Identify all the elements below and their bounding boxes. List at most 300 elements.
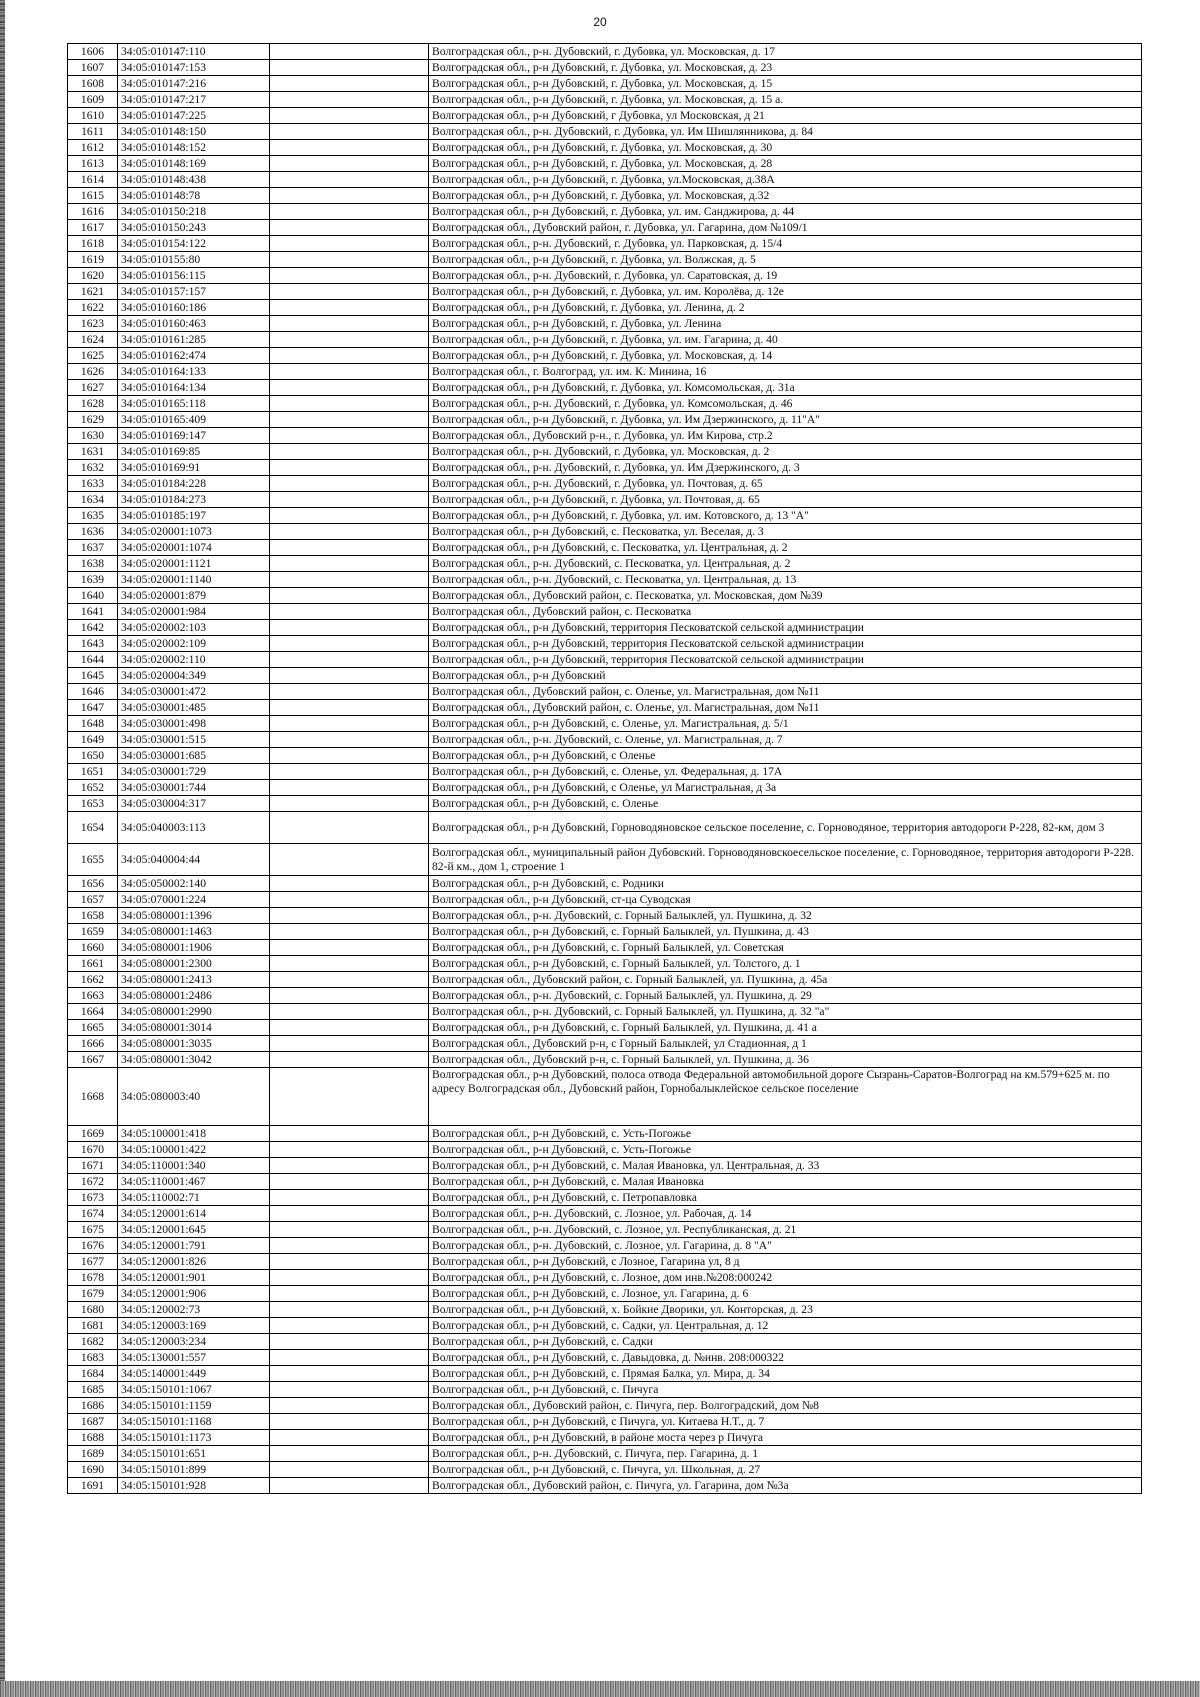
empty-cell: [270, 204, 429, 220]
cadastral-number-cell: 34:05:010169:147: [118, 428, 270, 444]
cadastral-number-cell: 34:05:120001:906: [118, 1286, 270, 1302]
table-row: [68, 204, 1142, 220]
cadastral-number-cell: 34:05:010165:118: [118, 396, 270, 412]
table-row: [68, 700, 1142, 716]
cadastral-number-cell: 34:05:010148:78: [118, 188, 270, 204]
table-row: [68, 172, 1142, 188]
row-number-cell: 1626: [68, 364, 118, 380]
table-row: [68, 76, 1142, 92]
address-cell: Волгоградская обл., р-н. Дубовский, г. Дубовка, ул. Парковская, д. 15/4: [429, 236, 1142, 252]
table-row: [68, 348, 1142, 364]
empty-cell: [270, 636, 429, 652]
address-cell: Волгоградская обл., р-н. Дубовский, г. Дубовка, ул. Комсомольская, д. 46: [429, 396, 1142, 412]
cadastral-number-cell: 34:05:150101:1067: [118, 1382, 270, 1398]
cadastral-number-cell: 34:05:110002:71: [118, 1190, 270, 1206]
row-number-cell: 1622: [68, 300, 118, 316]
registry-table-body: [68, 44, 1142, 1494]
empty-cell: [270, 556, 429, 572]
address-cell: Волгоградская обл., р-н Дубовский, с. Оленье, ул. Магистральная, д. 5/1: [429, 716, 1142, 732]
row-number-cell: 1686: [68, 1398, 118, 1414]
cadastral-number-cell: 34:05:120001:826: [118, 1254, 270, 1270]
empty-cell: [270, 908, 429, 924]
row-number-cell: 1641: [68, 604, 118, 620]
empty-cell: [270, 124, 429, 140]
cadastral-number-cell: 34:05:020001:1073: [118, 524, 270, 540]
address-cell: Волгоградская обл., р-н Дубовский, территория Песковатской сельской администрации: [429, 636, 1142, 652]
cadastral-number-cell: 34:05:080001:2486: [118, 988, 270, 1004]
cadastral-number-cell: 34:05:100001:422: [118, 1142, 270, 1158]
address-cell: Волгоградская обл., р-н Дубовский, х. Бойкие Дворики, ул. Конторская, д. 23: [429, 1302, 1142, 1318]
empty-cell: [270, 748, 429, 764]
empty-cell: [270, 412, 429, 428]
empty-cell: [270, 1478, 429, 1494]
address-cell: Волгоградская обл., р-н. Дубовский, г. Дубовка, ул. Им Дзержинского, д. 3: [429, 460, 1142, 476]
address-cell: Волгоградская обл., р-н Дубовский, г. Дубовка, ул. им. Санджирова, д. 44: [429, 204, 1142, 220]
row-number-cell: 1627: [68, 380, 118, 396]
address-cell: Волгоградская обл., р-н Дубовский, с. Прямая Балка, ул. Мира, д. 34: [429, 1366, 1142, 1382]
cadastral-number-cell: 34:05:010164:134: [118, 380, 270, 396]
table-row: [68, 780, 1142, 796]
empty-cell: [270, 1174, 429, 1190]
cadastral-number-cell: 34:05:010184:273: [118, 492, 270, 508]
table-row: [68, 1334, 1142, 1350]
empty-cell: [270, 1334, 429, 1350]
empty-cell: [270, 188, 429, 204]
empty-cell: [270, 684, 429, 700]
cadastral-number-cell: 34:05:070001:224: [118, 892, 270, 908]
address-cell: Волгоградская обл., г. Волгоград, ул. им. К. Минина, 16: [429, 364, 1142, 380]
table-row: [68, 1222, 1142, 1238]
table-row: [68, 620, 1142, 636]
empty-cell: [270, 460, 429, 476]
address-cell: Волгоградская обл., р-н Дубовский, с Пичуга, ул. Китаева Н.Т., д. 7: [429, 1414, 1142, 1430]
cadastral-number-cell: 34:05:010150:243: [118, 220, 270, 236]
table-row: [68, 1366, 1142, 1382]
empty-cell: [270, 972, 429, 988]
table-row: [68, 252, 1142, 268]
address-cell: Волгоградская обл., р-н Дубовский, с. Песковатка, ул. Центральная, д. 2: [429, 540, 1142, 556]
cadastral-number-cell: 34:05:080003:40: [118, 1068, 270, 1126]
row-number-cell: 1668: [68, 1068, 118, 1126]
address-cell: Волгоградская обл., р-н. Дубовский, с. Песковатка, ул. Центральная, д. 13: [429, 572, 1142, 588]
table-row: [68, 268, 1142, 284]
address-cell: Волгоградская обл., р-н Дубовский, с. Песковатка, ул. Веселая, д. 3: [429, 524, 1142, 540]
row-number-cell: 1691: [68, 1478, 118, 1494]
table-row: [68, 1286, 1142, 1302]
cadastral-number-cell: 34:05:120001:614: [118, 1206, 270, 1222]
empty-cell: [270, 444, 429, 460]
empty-cell: [270, 1398, 429, 1414]
table-row: [68, 1382, 1142, 1398]
cadastral-number-cell: 34:05:150101:1173: [118, 1430, 270, 1446]
address-cell: Волгоградская обл., Дубовский район, с. Песковатка, ул. Московская, дом №39: [429, 588, 1142, 604]
empty-cell: [270, 1446, 429, 1462]
row-number-cell: 1651: [68, 764, 118, 780]
table-row: [68, 540, 1142, 556]
table-row: [68, 652, 1142, 668]
table-row: [68, 428, 1142, 444]
cadastral-number-cell: 34:05:080001:1463: [118, 924, 270, 940]
address-cell: Волгоградская обл., р-н Дубовский, с. Петропавловка: [429, 1190, 1142, 1206]
cadastral-number-cell: 34:05:010156:115: [118, 268, 270, 284]
table-row: [68, 316, 1142, 332]
row-number-cell: 1632: [68, 460, 118, 476]
cadastral-number-cell: 34:05:110001:467: [118, 1174, 270, 1190]
cadastral-number-cell: 34:05:010147:153: [118, 60, 270, 76]
cadastral-number-cell: 34:05:010184:228: [118, 476, 270, 492]
cadastral-number-cell: 34:05:030001:685: [118, 748, 270, 764]
address-cell: Волгоградская обл., р-н Дубовский, г. Дубовка, ул. им. Котовского, д. 13 "А": [429, 508, 1142, 524]
empty-cell: [270, 572, 429, 588]
cadastral-number-cell: 34:05:010169:85: [118, 444, 270, 460]
table-row: [68, 460, 1142, 476]
cadastral-number-cell: 34:05:030001:485: [118, 700, 270, 716]
empty-cell: [270, 236, 429, 252]
cadastral-number-cell: 34:05:020002:109: [118, 636, 270, 652]
cadastral-number-cell: 34:05:150101:1168: [118, 1414, 270, 1430]
row-number-cell: 1659: [68, 924, 118, 940]
table-row: [68, 1270, 1142, 1286]
empty-cell: [270, 1020, 429, 1036]
empty-cell: [270, 492, 429, 508]
empty-cell: [270, 476, 429, 492]
table-row: [68, 140, 1142, 156]
empty-cell: [270, 156, 429, 172]
table-row: [68, 108, 1142, 124]
table-row: [68, 1052, 1142, 1068]
address-cell: Волгоградская обл., р-н Дубовский, ст-ца Суводская: [429, 892, 1142, 908]
cadastral-number-cell: 34:05:010155:80: [118, 252, 270, 268]
cadastral-number-cell: 34:05:010150:218: [118, 204, 270, 220]
address-cell: Волгоградская обл., р-н. Дубовский, г. Дубовка, ул. Почтовая, д. 65: [429, 476, 1142, 492]
address-cell: Волгоградская обл., Дубовский район, с. Пичуга, ул. Гагарина, дом №3а: [429, 1478, 1142, 1494]
row-number-cell: 1631: [68, 444, 118, 460]
table-row: [68, 940, 1142, 956]
address-cell: Волгоградская обл., р-н. Дубовский, с. Пичуга, пер. Гагарина, д. 1: [429, 1446, 1142, 1462]
cadastral-number-cell: 34:05:030001:744: [118, 780, 270, 796]
table-row: [68, 284, 1142, 300]
cadastral-number-cell: 34:05:010157:157: [118, 284, 270, 300]
empty-cell: [270, 940, 429, 956]
row-number-cell: 1653: [68, 796, 118, 812]
table-row: [68, 380, 1142, 396]
table-row: [68, 1206, 1142, 1222]
address-cell: Волгоградская обл., р-н Дубовский, с. Горный Балыклей, ул. Советская: [429, 940, 1142, 956]
address-cell: Волгоградская обл., р-н Дубовский, с. Родники: [429, 876, 1142, 892]
row-number-cell: 1624: [68, 332, 118, 348]
empty-cell: [270, 428, 429, 444]
empty-cell: [270, 956, 429, 972]
address-cell: Волгоградская обл., р-н Дубовский, с. Оленье, ул. Федеральная, д. 17А: [429, 764, 1142, 780]
row-number-cell: 1658: [68, 908, 118, 924]
address-cell: Волгоградская обл., р-н Дубовский, с. Усть-Погожье: [429, 1142, 1142, 1158]
page-number: 20: [593, 15, 607, 29]
scan-edge-artifact: [0, 0, 5, 1697]
cadastral-number-cell: 34:05:150101:1159: [118, 1398, 270, 1414]
empty-cell: [270, 140, 429, 156]
row-number-cell: 1689: [68, 1446, 118, 1462]
address-cell: Волгоградская обл., р-н Дубовский, территория Песковатской сельской администрации: [429, 652, 1142, 668]
address-cell: Волгоградская обл., р-н Дубовский, г Дубовка, ул Московская, д 21: [429, 108, 1142, 124]
empty-cell: [270, 92, 429, 108]
empty-cell: [270, 1036, 429, 1052]
empty-cell: [270, 1068, 429, 1126]
row-number-cell: 1633: [68, 476, 118, 492]
table-row: [68, 636, 1142, 652]
address-cell: Волгоградская обл., р-н. Дубовский, с. Горный Балыклей, ул. Пушкина, д. 29: [429, 988, 1142, 1004]
table-row: [68, 972, 1142, 988]
table-row: [68, 572, 1142, 588]
row-number-cell: 1675: [68, 1222, 118, 1238]
empty-cell: [270, 1206, 429, 1222]
row-number-cell: 1607: [68, 60, 118, 76]
row-number-cell: 1663: [68, 988, 118, 1004]
empty-cell: [270, 700, 429, 716]
row-number-cell: 1650: [68, 748, 118, 764]
address-cell: Волгоградская обл., р-н Дубовский, с Оленье: [429, 748, 1142, 764]
cadastral-number-cell: 34:05:150101:651: [118, 1446, 270, 1462]
row-number-cell: 1638: [68, 556, 118, 572]
cadastral-number-cell: 34:05:100001:418: [118, 1126, 270, 1142]
table-row: [68, 748, 1142, 764]
table-row: [68, 1462, 1142, 1478]
row-number-cell: 1660: [68, 940, 118, 956]
empty-cell: [270, 1382, 429, 1398]
address-cell: Волгоградская обл., р-н Дубовский, г. Дубовка, ул. Московская, д.32: [429, 188, 1142, 204]
empty-cell: [270, 652, 429, 668]
address-cell: Волгоградская обл., р-н Дубовский, с. Лозное, дом инв.№208:000242: [429, 1270, 1142, 1286]
row-number-cell: 1625: [68, 348, 118, 364]
empty-cell: [270, 1126, 429, 1142]
row-number-cell: 1644: [68, 652, 118, 668]
row-number-cell: 1616: [68, 204, 118, 220]
cadastral-number-cell: 34:05:010160:463: [118, 316, 270, 332]
table-row: [68, 908, 1142, 924]
row-number-cell: 1674: [68, 1206, 118, 1222]
row-number-cell: 1610: [68, 108, 118, 124]
address-cell: Волгоградская обл., р-н Дубовский, г. Дубовка, ул. Московская, д. 23: [429, 60, 1142, 76]
cadastral-number-cell: 34:05:010147:110: [118, 44, 270, 60]
table-row: [68, 364, 1142, 380]
empty-cell: [270, 924, 429, 940]
row-number-cell: 1680: [68, 1302, 118, 1318]
table-row: [68, 300, 1142, 316]
table-row: [68, 236, 1142, 252]
address-cell: Волгоградская обл., р-н. Дубовский, с. Лозное, ул. Рабочая, д. 14: [429, 1206, 1142, 1222]
cadastral-number-cell: 34:05:010160:186: [118, 300, 270, 316]
table-row: [68, 796, 1142, 812]
table-row: [68, 1020, 1142, 1036]
table-row: [68, 476, 1142, 492]
empty-cell: [270, 108, 429, 124]
row-number-cell: 1676: [68, 1238, 118, 1254]
empty-cell: [270, 716, 429, 732]
table-row: [68, 732, 1142, 748]
empty-cell: [270, 284, 429, 300]
row-number-cell: 1613: [68, 156, 118, 172]
cadastral-number-cell: 34:05:030004:317: [118, 796, 270, 812]
row-number-cell: 1666: [68, 1036, 118, 1052]
cadastral-number-cell: 34:05:120001:645: [118, 1222, 270, 1238]
address-cell: Волгоградская обл., р-н Дубовский, с. Горный Балыклей, ул. Пушкина, д. 43: [429, 924, 1142, 940]
table-row: [68, 1158, 1142, 1174]
empty-cell: [270, 1222, 429, 1238]
address-cell: Волгоградская обл., р-н Дубовский, полоса отвода Федеральной автомобильной дороге Сызрань-Саратов-Волгоград на км.579+625 м. по адресу Волгоградская обл., Дубовский район, Горнобалыклейское сельское поселение: [429, 1068, 1142, 1126]
empty-cell: [270, 396, 429, 412]
cadastral-number-cell: 34:05:020001:879: [118, 588, 270, 604]
cadastral-number-cell: 34:05:010164:133: [118, 364, 270, 380]
cadastral-number-cell: 34:05:080001:2300: [118, 956, 270, 972]
row-number-cell: 1667: [68, 1052, 118, 1068]
cadastral-number-cell: 34:05:010148:169: [118, 156, 270, 172]
empty-cell: [270, 780, 429, 796]
cadastral-number-cell: 34:05:110001:340: [118, 1158, 270, 1174]
address-cell: Волгоградская обл., Дубовский р-н., г. Дубовка, ул. Им Кирова, стр.2: [429, 428, 1142, 444]
empty-cell: [270, 300, 429, 316]
row-number-cell: 1640: [68, 588, 118, 604]
row-number-cell: 1672: [68, 1174, 118, 1190]
table-row: [68, 1350, 1142, 1366]
cadastral-number-cell: 34:05:010147:217: [118, 92, 270, 108]
empty-cell: [270, 1302, 429, 1318]
row-number-cell: 1684: [68, 1366, 118, 1382]
row-number-cell: 1619: [68, 252, 118, 268]
empty-cell: [270, 268, 429, 284]
row-number-cell: 1669: [68, 1126, 118, 1142]
cadastral-number-cell: 34:05:010162:474: [118, 348, 270, 364]
address-cell: Волгоградская обл., Дубовский район, с. Оленье, ул. Магистральная, дом №11: [429, 684, 1142, 700]
row-number-cell: 1647: [68, 700, 118, 716]
address-cell: Волгоградская обл., р-н Дубовский, г. Дубовка, ул. Московская, д. 28: [429, 156, 1142, 172]
table-row: [68, 1478, 1142, 1494]
table-row: [68, 924, 1142, 940]
address-cell: Волгоградская обл., р-н Дубовский, с. Усть-Погожье: [429, 1126, 1142, 1142]
row-number-cell: 1670: [68, 1142, 118, 1158]
table-row: [68, 1142, 1142, 1158]
address-cell: Волгоградская обл., р-н Дубовский, с Лозное, Гагарина ул, 8 д: [429, 1254, 1142, 1270]
row-number-cell: 1637: [68, 540, 118, 556]
address-cell: Волгоградская обл., р-н Дубовский, г. Дубовка, ул. Почтовая, д. 65: [429, 492, 1142, 508]
address-cell: Волгоградская обл., р-н. Дубовский, г. Дубовка, ул. Саратовская, д. 19: [429, 268, 1142, 284]
row-number-cell: 1617: [68, 220, 118, 236]
address-cell: Волгоградская обл., Дубовский район, с. Пичуга, пер. Волгоградский, дом №8: [429, 1398, 1142, 1414]
address-cell: Волгоградская обл., р-н Дубовский, с. Пичуга, ул. Школьная, д. 27: [429, 1462, 1142, 1478]
address-cell: Волгоградская обл., Дубовский район, с. Песковатка: [429, 604, 1142, 620]
cadastral-number-cell: 34:05:080001:2413: [118, 972, 270, 988]
address-cell: Волгоградская обл., р-н. Дубовский, с. Лозное, ул. Республиканская, д. 21: [429, 1222, 1142, 1238]
empty-cell: [270, 1142, 429, 1158]
empty-cell: [270, 1254, 429, 1270]
address-cell: Волгоградская обл., Дубовский район, с. Горный Балыклей, ул. Пушкина, д. 45а: [429, 972, 1142, 988]
cadastral-number-cell: 34:05:010165:409: [118, 412, 270, 428]
row-number-cell: 1685: [68, 1382, 118, 1398]
row-number-cell: 1639: [68, 572, 118, 588]
cadastral-number-cell: 34:05:150101:899: [118, 1462, 270, 1478]
table-row: [68, 892, 1142, 908]
table-row: [68, 876, 1142, 892]
row-number-cell: 1683: [68, 1350, 118, 1366]
cadastral-number-cell: 34:05:010154:122: [118, 236, 270, 252]
row-number-cell: 1628: [68, 396, 118, 412]
row-number-cell: 1665: [68, 1020, 118, 1036]
table-row: [68, 1302, 1142, 1318]
row-number-cell: 1609: [68, 92, 118, 108]
table-row: [68, 1446, 1142, 1462]
table-row: [68, 684, 1142, 700]
cadastral-number-cell: 34:05:010148:438: [118, 172, 270, 188]
empty-cell: [270, 1350, 429, 1366]
cadastral-number-cell: 34:05:080001:2990: [118, 1004, 270, 1020]
address-cell: Волгоградская обл., Дубовский район, с. Оленье, ул. Магистральная, дом №11: [429, 700, 1142, 716]
scan-bottom-artifact: [0, 1681, 1200, 1697]
table-row: [68, 716, 1142, 732]
empty-cell: [270, 172, 429, 188]
cadastral-number-cell: 34:05:020001:1140: [118, 572, 270, 588]
table-row: [68, 588, 1142, 604]
row-number-cell: 1612: [68, 140, 118, 156]
empty-cell: [270, 668, 429, 684]
table-row: [68, 1036, 1142, 1052]
cadastral-number-cell: 34:05:050002:140: [118, 876, 270, 892]
empty-cell: [270, 540, 429, 556]
empty-cell: [270, 732, 429, 748]
empty-cell: [270, 892, 429, 908]
cadastral-number-cell: 34:05:020004:349: [118, 668, 270, 684]
address-cell: Волгоградская обл., р-н Дубовский, г. Дубовка, ул. Московская, д. 15 а.: [429, 92, 1142, 108]
table-row: [68, 1318, 1142, 1334]
table-row: [68, 92, 1142, 108]
table-row: [68, 524, 1142, 540]
empty-cell: [270, 348, 429, 364]
row-number-cell: 1646: [68, 684, 118, 700]
empty-cell: [270, 588, 429, 604]
cadastral-number-cell: 34:05:120002:73: [118, 1302, 270, 1318]
cadastral-number-cell: 34:05:010148:150: [118, 124, 270, 140]
address-cell: Волгоградская обл., р-н Дубовский, г. Дубовка, ул. им. Королёва, д. 12е: [429, 284, 1142, 300]
cadastral-number-cell: 34:05:020002:103: [118, 620, 270, 636]
table-row: [68, 396, 1142, 412]
table-row: [68, 1126, 1142, 1142]
table-row: [68, 604, 1142, 620]
empty-cell: [270, 1052, 429, 1068]
empty-cell: [270, 220, 429, 236]
address-cell: Волгоградская обл., р-н Дубовский, г. Дубовка, ул. Комсомольская, д. 31а: [429, 380, 1142, 396]
address-cell: Волгоградская обл., р-н Дубовский, с. Пичуга: [429, 1382, 1142, 1398]
empty-cell: [270, 60, 429, 76]
row-number-cell: 1681: [68, 1318, 118, 1334]
address-cell: Волгоградская обл., р-н. Дубовский, с. Горный Балыклей, ул. Пушкина, д. 32: [429, 908, 1142, 924]
cadastral-number-cell: 34:05:040003:113: [118, 812, 270, 844]
address-cell: Волгоградская обл., р-н. Дубовский, с. Песковатка, ул. Центральная, д. 2: [429, 556, 1142, 572]
cadastral-number-cell: 34:05:120001:901: [118, 1270, 270, 1286]
table-row: [68, 1414, 1142, 1430]
address-cell: Волгоградская обл., Дубовский р-н, с Горный Балыклей, ул Стадионная, д 1: [429, 1036, 1142, 1052]
address-cell: Волгоградская обл., р-н Дубовский, с. Малая Ивановка: [429, 1174, 1142, 1190]
row-number-cell: 1661: [68, 956, 118, 972]
cadastral-number-cell: 34:05:040004:44: [118, 844, 270, 876]
row-number-cell: 1673: [68, 1190, 118, 1206]
row-number-cell: 1679: [68, 1286, 118, 1302]
empty-cell: [270, 76, 429, 92]
table-row: [68, 764, 1142, 780]
table-row: [68, 956, 1142, 972]
address-cell: Волгоградская обл., р-н Дубовский, г. Дубовка, ул. Московская, д. 15: [429, 76, 1142, 92]
address-cell: Волгоградская обл., р-н Дубовский, с. Горный Балыклей, ул. Толстого, д. 1: [429, 956, 1142, 972]
row-number-cell: 1687: [68, 1414, 118, 1430]
row-number-cell: 1643: [68, 636, 118, 652]
row-number-cell: 1630: [68, 428, 118, 444]
table-row: [68, 1254, 1142, 1270]
